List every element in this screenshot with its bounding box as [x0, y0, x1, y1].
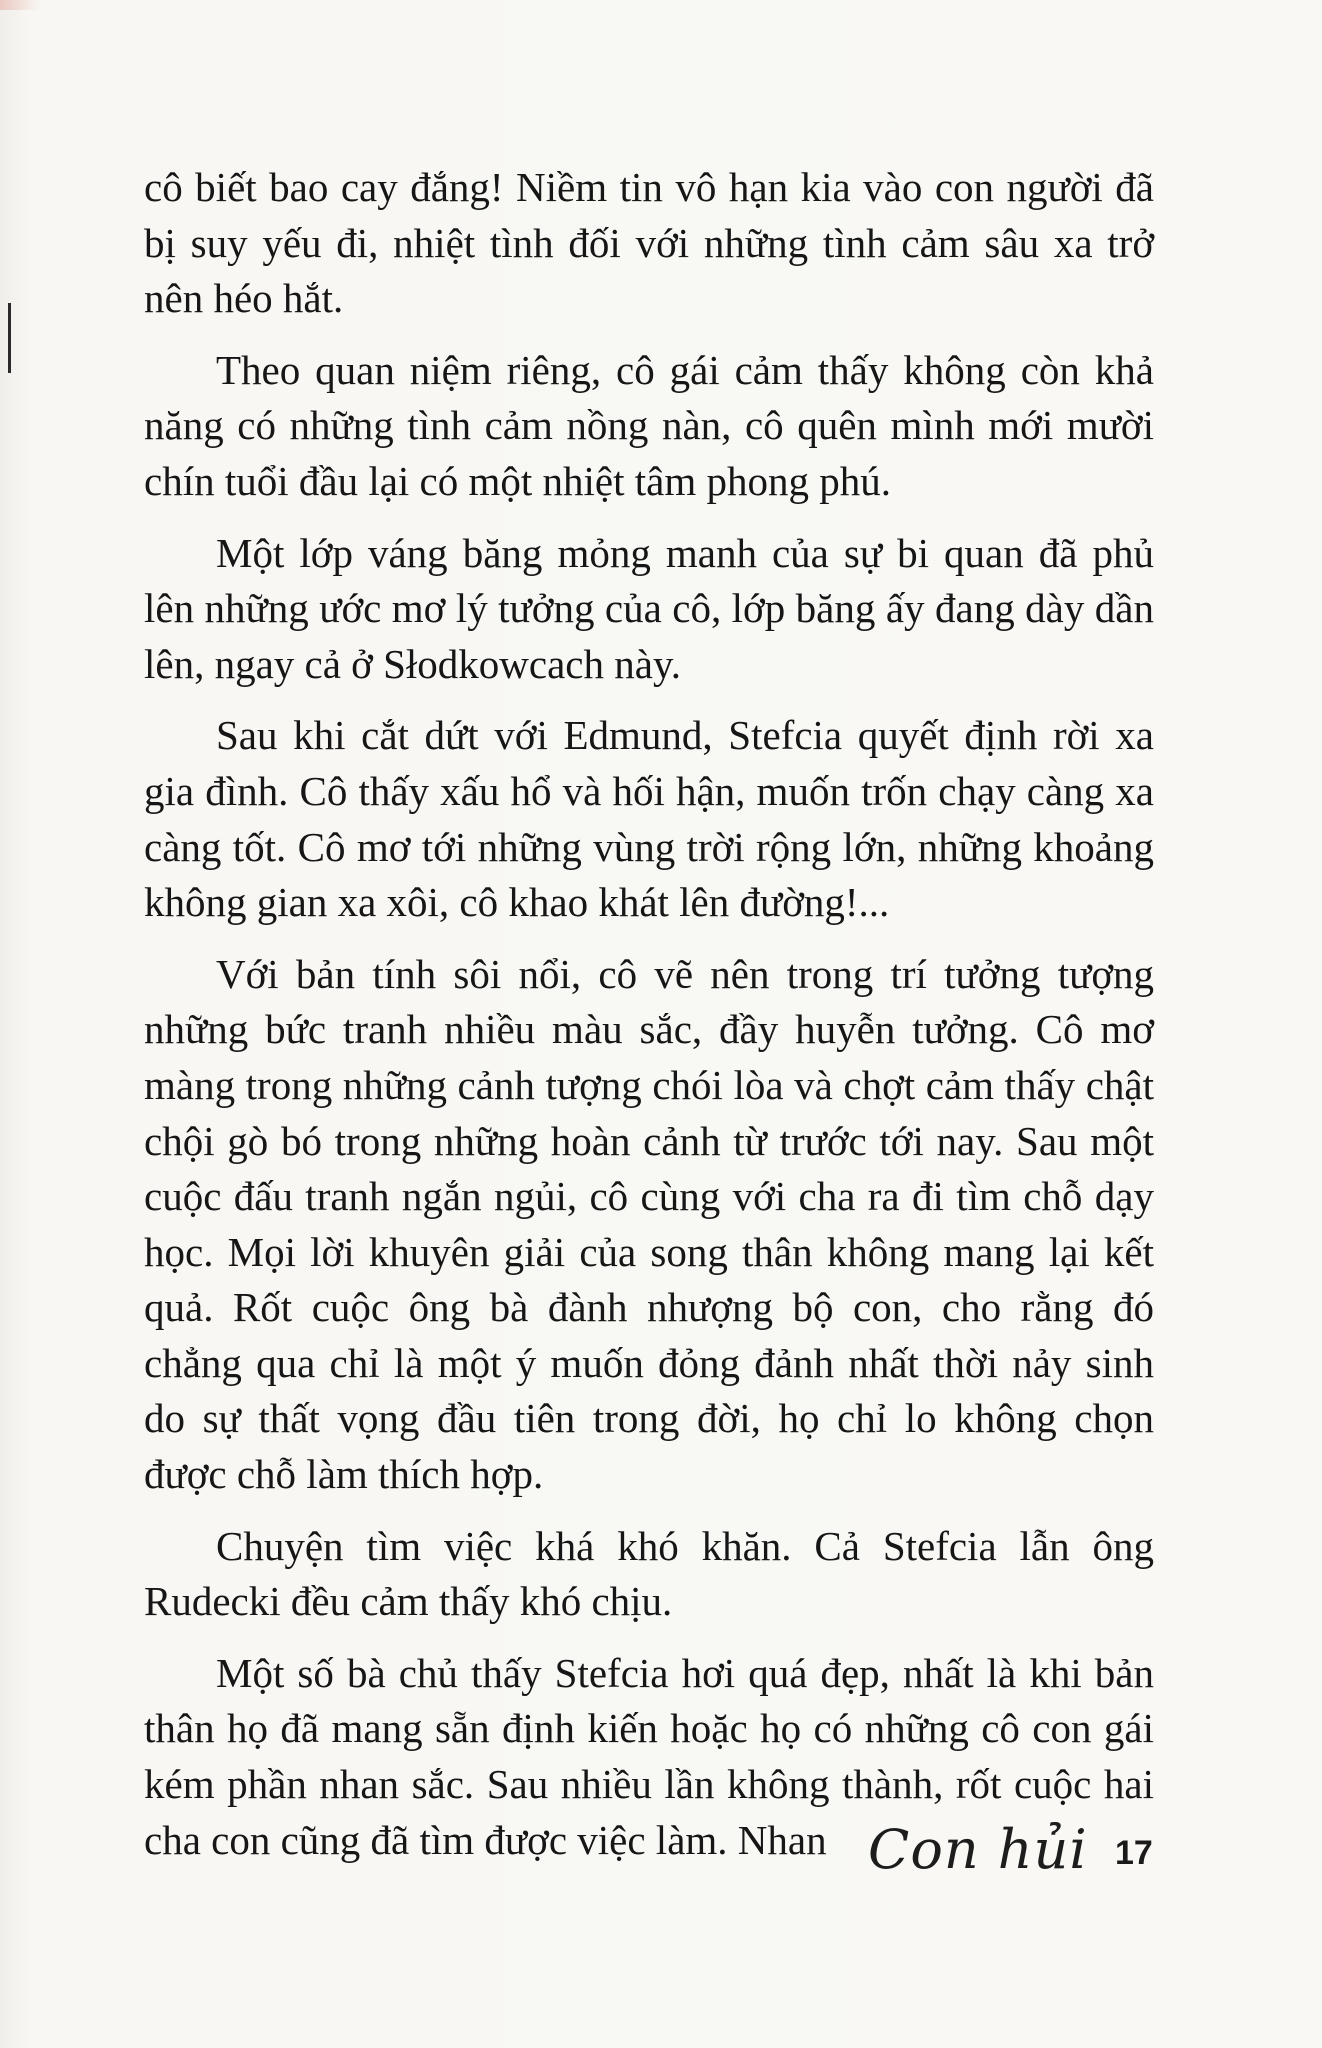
paragraph-7: Một số bà chủ thấy Stefcia hơi quá đẹp, nhất là khi bản thân họ đã mang sẵn định kiến hoặc họ có những cô con gái kém phần nhan sắc. Sau nhiều lần không thành, rốt cuộc hai cha con cũng đã tìm được việc làm. Nhan: [144, 1649, 1154, 1863]
body-text: [144, 160, 1154, 1884]
paragraph-5: Với bản tính sôi nổi, cô vẽ nên trong trí tưởng tượng những bức tranh nhiều màu sắc, đầy huyễn tưởng. Cô mơ màng trong những cảnh tượng chói lòa và chợt cảm thấy chật chội gò bó trong những hoàn cảnh từ trước tới nay. Sau một cuộc đấu tranh ngắn ngủi, cô cùng với cha ra đi tìm chỗ dạy học. Mọi lời khuyên giải của song thân không mang lại kết quả. Rốt cuộc ông bà đành nhượng bộ con, cho rằng đó chẳng qua chỉ là một ý muốn đỏng đảnh nhất thời nảy sinh do sự thất vọng đầu tiên trong đời, họ chỉ lo không chọn được chỗ làm thích hợp.: [144, 950, 1154, 1498]
margin-mark: [8, 303, 11, 373]
running-title: Con hủi: [868, 1818, 1088, 1881]
paragraph-4: Sau khi cắt dứt với Edmund, Stefcia quyết định rời xa gia đình. Cô thấy xấu hổ và hối hận, muốn trốn chạy càng xa càng tốt. Cô mơ tới những vùng trời rộng lớn, những khoảng không gian xa xôi, cô khao khát lên đường!...: [144, 712, 1154, 926]
page-number: 17: [1115, 1834, 1153, 1872]
corner-mark: [0, 0, 40, 10]
paragraph-2: Theo quan niệm riêng, cô gái cảm thấy không còn khả năng có những tình cảm nồng nàn, cô quên mình mới mười chín tuổi đầu lại có một nhiệt tâm phong phú.: [144, 346, 1154, 504]
paragraph-1: cô biết bao cay đắng! Niềm tin vô hạn kia vào con người đã bị suy yếu đi, nhiệt tình đối với những tình cảm sâu xa trở nên héo hắt.: [144, 164, 1154, 322]
paragraph-6: Chuyện tìm việc khá khó khăn. Cả Stefcia lẫn ông Rudecki đều cảm thấy khó chịu.: [144, 1522, 1154, 1625]
paragraph-3: Một lớp váng băng mỏng manh của sự bi quan đã phủ lên những ước mơ lý tưởng của cô, lớp băng ấy đang dày dần lên, ngay cả ở Słodkowcach này.: [144, 529, 1154, 687]
page-footer: [0, 1818, 1322, 1908]
